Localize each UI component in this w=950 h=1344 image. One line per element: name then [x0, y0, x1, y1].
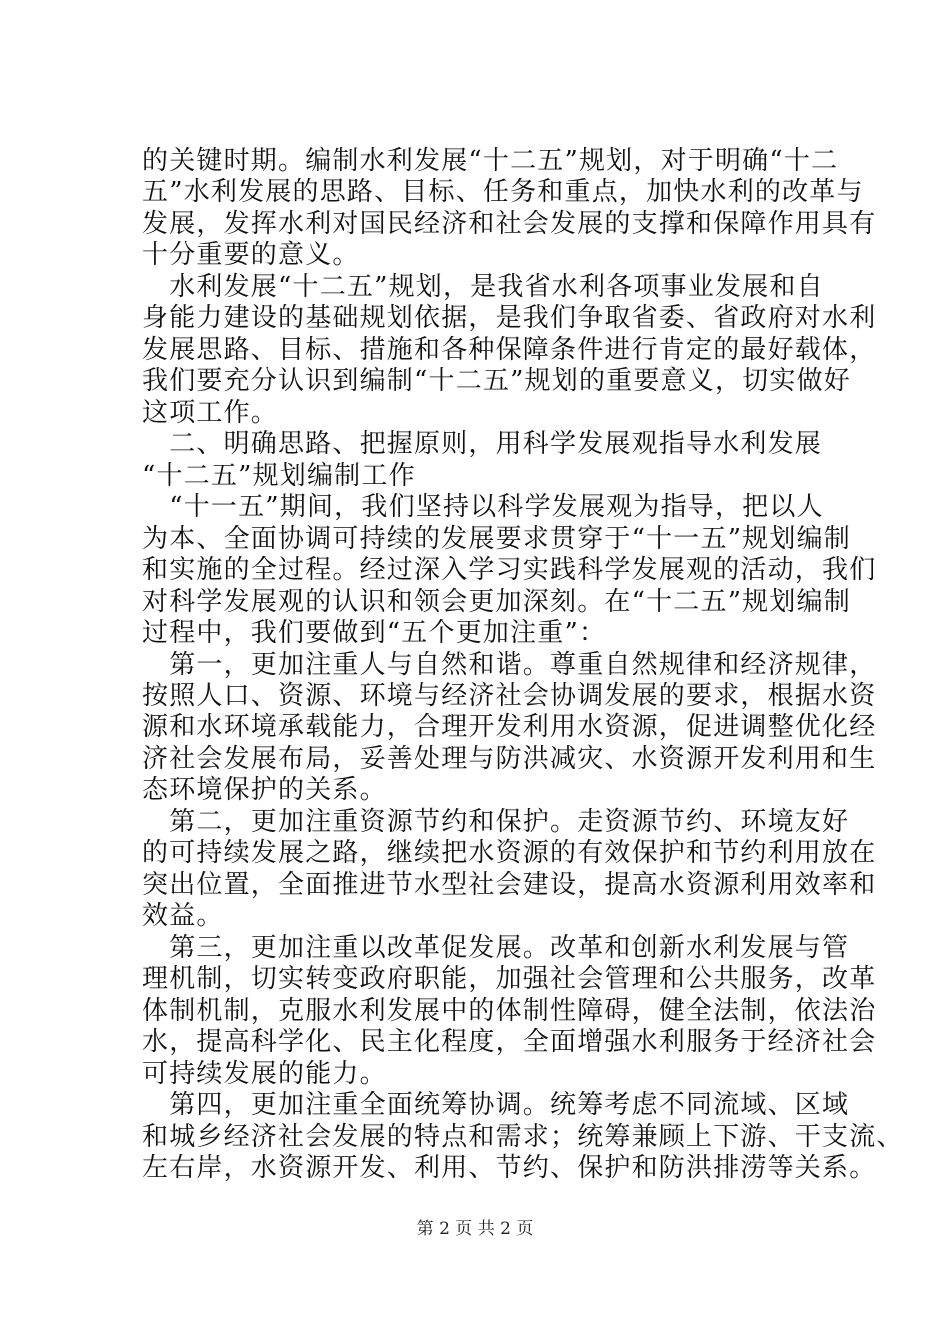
body-text-line: 济社会发展布局，妥善处理与防洪减灾、水资源开发利用和生	[142, 744, 877, 774]
section-heading-line: 二、明确思路、把握原则，用科学发展观指导水利发展	[142, 429, 823, 459]
body-text-line: 体制机制，克服水利发展中的体制性障碍，健全法制，依法治	[142, 996, 877, 1026]
body-text-line: 十分重要的意义。	[142, 240, 360, 270]
body-text-line: 按照人口、资源、环境与经济社会协调发展的要求，根据水资	[142, 681, 877, 711]
body-text-line: 第四，更加注重全面统筹协调。统筹考虑不同流域、区域	[142, 1090, 850, 1120]
page-number-footer: 第 2 页 共 2 页	[416, 1219, 534, 1239]
body-text-line: 第三，更加注重以改革促发展。改革和创新水利发展与管	[142, 933, 850, 963]
body-text-line: 发展，发挥水利对国民经济和社会发展的支撑和保障作用具有	[142, 209, 877, 239]
body-text-line: 第二，更加注重资源节约和保护。走资源节约、环境友好	[142, 807, 850, 837]
body-text-line: 这项工作。	[142, 398, 279, 428]
body-text-line: 理机制，切实转变政府职能，加强社会管理和公共服务，改革	[142, 964, 877, 994]
body-text-line: 对科学发展观的认识和领会更加深刻。在“十二五”规划编制	[142, 587, 851, 617]
body-text-line: 第一，更加注重人与自然和谐。尊重自然规律和经济规律，	[142, 650, 877, 680]
body-text-line: 的关键时期。编制水利发展“十二五”规划，对于明确“十二	[142, 146, 839, 176]
body-text-line: 发展思路、目标、措施和各种保障条件进行肯定的最好载体，	[142, 335, 877, 365]
body-text-line: 源和水环境承载能力，合理开发利用水资源，促进调整优化经	[142, 712, 877, 742]
body-text-line: 和城乡经济社会发展的特点和需求；统筹兼顾上下游、干支流、	[142, 1122, 904, 1152]
body-text-line: 水，提高科学化、民主化程度，全面增强水利服务于经济社会	[142, 1027, 877, 1057]
body-text-line: 和实施的全过程。经过深入学习实践科学发展观的活动，我们	[142, 555, 877, 585]
body-text-line: 水利发展“十二五”规划，是我省水利各项事业发展和自	[142, 272, 824, 302]
body-text-line: 效益。	[142, 901, 224, 931]
body-text-line: “十一五”期间，我们坚持以科学发展观为指导，把以人	[142, 492, 824, 522]
body-text-line: 可持续发展的能力。	[142, 1059, 387, 1089]
body-text-line: 态环境保护的关系。	[142, 775, 387, 805]
body-text-line: 我们要充分认识到编制“十二五”规划的重要意义，切实做好	[142, 366, 851, 396]
body-text-line: 左右岸，水资源开发、利用、节约、保护和防洪排涝等关系。	[142, 1153, 877, 1183]
body-text-line: 身能力建设的基础规划依据，是我们争取省委、省政府对水利	[142, 303, 877, 333]
section-heading-line: “十二五”规划编制工作	[142, 461, 416, 491]
body-text-line: 突出位置，全面推进节水型社会建设，提高水资源利用效率和	[142, 870, 877, 900]
body-text-line: 五”水利发展的思路、目标、任务和重点，加快水利的改革与	[142, 177, 864, 207]
body-text-line: 的可持续发展之路，继续把水资源的有效保护和节约利用放在	[142, 838, 877, 868]
body-text-line: 过程中，我们要做到“五个更加注重”：	[142, 618, 607, 648]
body-text-line: 为本、全面协调可持续的发展要求贯穿于“十一五”规划编制	[142, 524, 851, 554]
